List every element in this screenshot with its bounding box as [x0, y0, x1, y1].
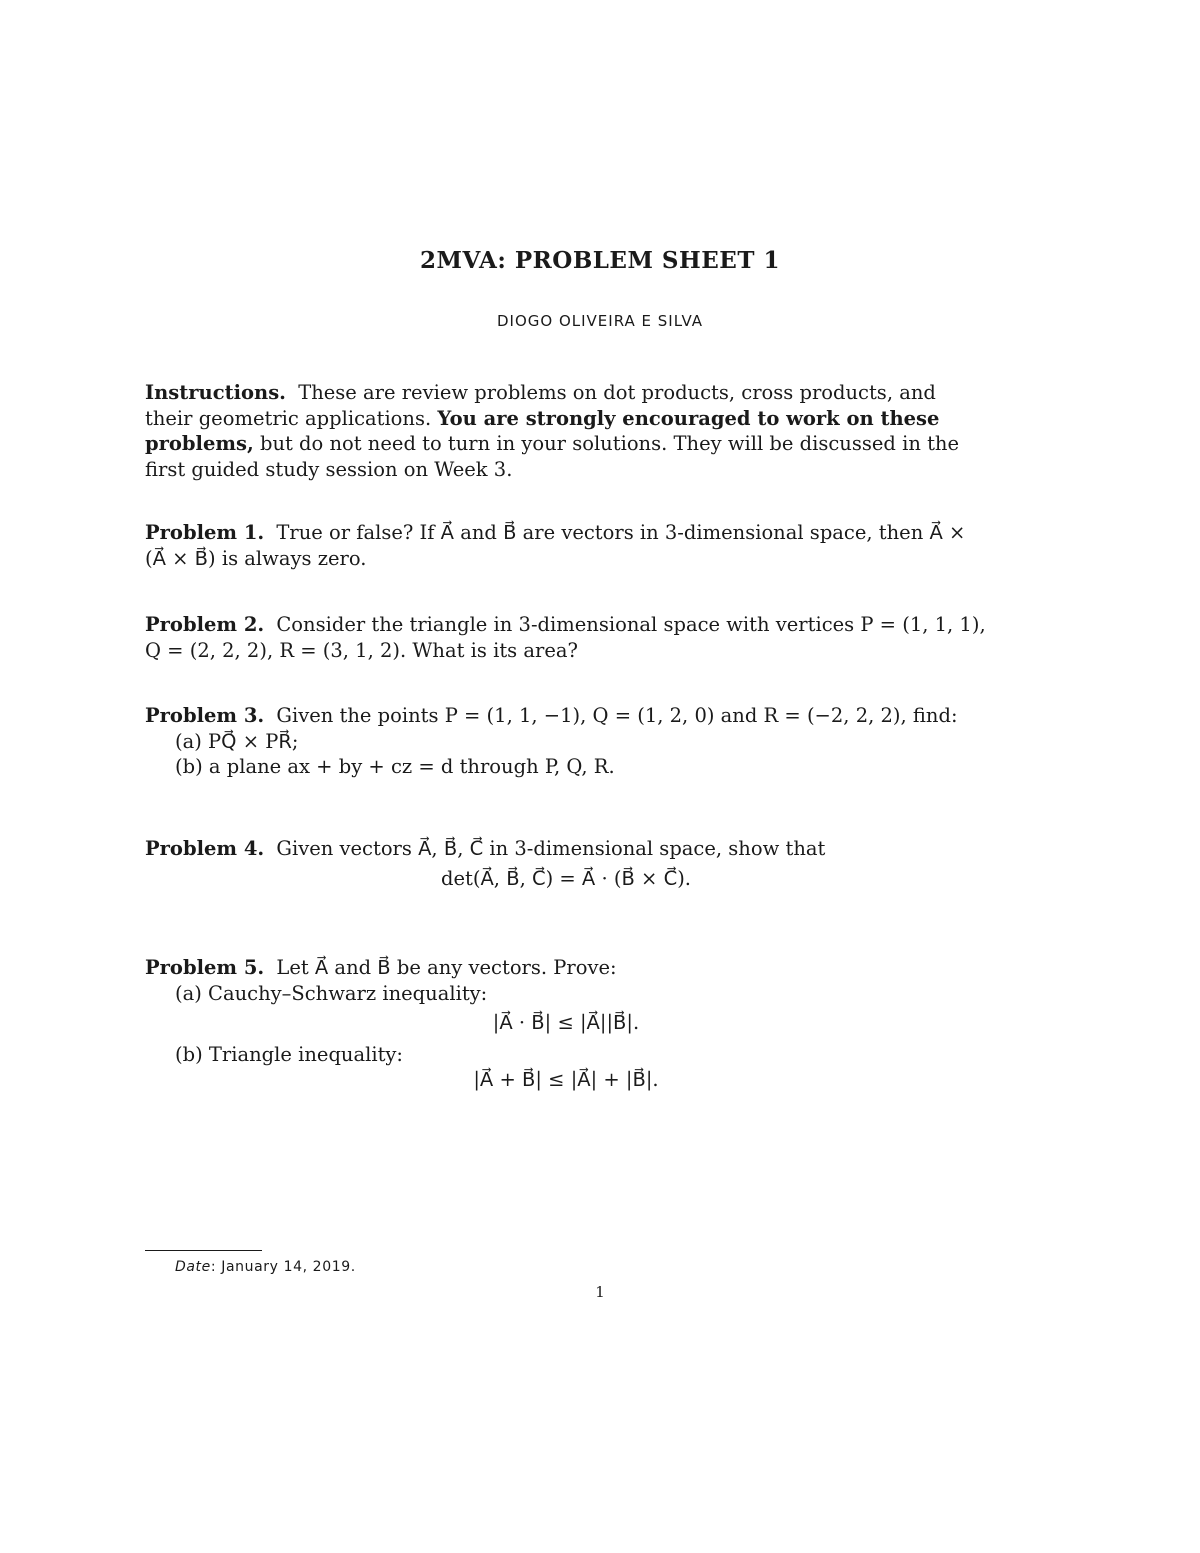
- problem-label: Problem 3.: [145, 704, 265, 727]
- footnote-rule: [145, 1250, 262, 1251]
- problem-text: True or false? If A⃗ and B⃗ are vectors in 3-dimensional space, then A⃗ × (A⃗ × B⃗) is always zero.: [145, 521, 966, 570]
- problem-4: [145, 836, 987, 891]
- problem-text: Given the points P = (1, 1, −1), Q = (1, 2, 0) and R = (−2, 2, 2), find:: [276, 704, 958, 727]
- problem-part-b: (b) a plane ax + by + cz = d through P, Q, R.: [175, 755, 615, 778]
- problem-part-b: (b) Triangle inequality:: [175, 1042, 404, 1066]
- problem-part-a: (a) Cauchy–Schwarz inequality:: [175, 981, 488, 1005]
- page-title: 2MVA: PROBLEM SHEET 1: [420, 247, 780, 274]
- author-name: DIOGO OLIVEIRA E SILVA: [496, 312, 704, 330]
- display-equation: det(A⃗, B⃗, C⃗) = A⃗ · (B⃗ × C⃗).: [440, 866, 691, 890]
- display-equation: |A⃗ + B⃗| ≤ |A⃗| + |B⃗|.: [473, 1068, 659, 1091]
- footnote-label: Date: [175, 1259, 211, 1275]
- problem-3: [145, 703, 987, 780]
- problem-text: Consider the triangle in 3-dimensional space with vertices P = (1, 1, 1), Q = (2, 2, 2), R = (3, 1, 2). What is its area?: [145, 613, 986, 662]
- problem-label: Problem 1.: [145, 521, 265, 544]
- page-number: 1: [595, 1283, 605, 1301]
- instructions-emphasis: You are strongly encouraged to work on these problems,: [145, 406, 940, 455]
- problem-text: Given vectors A⃗, B⃗, C⃗ in 3-dimensional space, show that: [276, 837, 826, 860]
- problem-part-a: (a) PQ⃗ × PR⃗;: [175, 729, 299, 753]
- footnote-text: : January 14, 2019.: [210, 1259, 356, 1275]
- instructions-text-before: These are review problems on dot products, cross products, and their geometric applications.: [145, 381, 936, 430]
- problem-1: [145, 520, 987, 571]
- problem-text: Let A⃗ and B⃗ be any vectors. Prove:: [276, 956, 617, 979]
- problem-5: [145, 955, 987, 1093]
- display-equation: |A⃗ · B⃗| ≤ |A⃗||B⃗|.: [492, 1011, 640, 1034]
- problem-label: Problem 2.: [145, 613, 265, 636]
- instructions-label: Instructions.: [145, 381, 286, 404]
- footnote: [175, 1259, 356, 1275]
- problem-2: [145, 612, 987, 663]
- instructions-paragraph: [145, 380, 987, 482]
- problem-label: Problem 5.: [145, 956, 265, 979]
- instructions-text-after: but do not need to turn in your solutions. They will be discussed in the first guided study session on Week 3.: [145, 432, 960, 481]
- problem-label: Problem 4.: [145, 837, 265, 860]
